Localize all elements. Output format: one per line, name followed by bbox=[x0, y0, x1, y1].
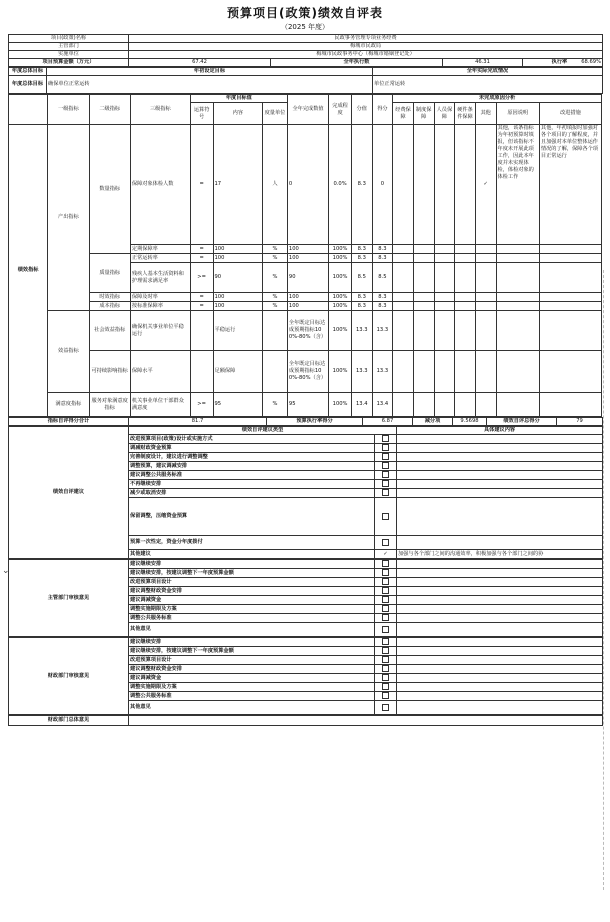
ind-2-score: 8.3 bbox=[351, 254, 372, 263]
info-table bbox=[8, 34, 603, 67]
ind-7-l3: 保障水平 bbox=[130, 351, 190, 393]
ind-7-rate: 100% bbox=[329, 351, 352, 393]
suggest-item: 调整预算，建议调减安排 bbox=[129, 462, 375, 471]
suggest-head-b: 具体建议内容 bbox=[397, 427, 603, 435]
ind-4-op: = bbox=[190, 293, 213, 302]
ind-7-u bbox=[263, 351, 288, 393]
ind-7-got: 13.3 bbox=[372, 351, 393, 393]
dept-item: 建议继续安排，按建议调整下一年度预算金额 bbox=[129, 569, 375, 578]
dept-item: 建议继续安排 bbox=[129, 560, 375, 569]
finance-checkbox[interactable] bbox=[382, 665, 389, 672]
ind-1-done: 100 bbox=[287, 245, 328, 254]
dept-item: 调整实施期限及方案 bbox=[129, 605, 375, 614]
finance-checkbox[interactable] bbox=[382, 656, 389, 663]
ind-6-got: 13.3 bbox=[372, 311, 393, 351]
ind-1-got: 8.3 bbox=[372, 245, 393, 254]
ind-8-op: >= bbox=[190, 393, 213, 417]
ind-8-l3: 机关事业单位干部群众满意度 bbox=[130, 393, 190, 417]
ind-4-v: 100 bbox=[213, 293, 263, 302]
suggest-checkbox[interactable] bbox=[382, 513, 389, 520]
ind-0-r4 bbox=[455, 125, 476, 245]
corner-blank bbox=[9, 95, 48, 125]
finance-item: 调整公共服务标准 bbox=[129, 692, 375, 701]
ind-5-l3: 按标准保障率 bbox=[130, 302, 190, 311]
ind-3-rate: 100% bbox=[329, 263, 352, 293]
col-r2: 制度保障 bbox=[413, 103, 434, 125]
l1-perf: 绩效指标 bbox=[9, 125, 48, 417]
col-l2: 二级指标 bbox=[89, 95, 130, 125]
finance-item: 建议调整财政资金安排 bbox=[129, 665, 375, 674]
ind-5-v: 100 bbox=[213, 302, 263, 311]
ind-0-r3 bbox=[434, 125, 455, 245]
ind-5-score: 8.3 bbox=[351, 302, 372, 311]
ind-6-done: 全年既定目标达成预期指标100%-80%（含） bbox=[287, 311, 328, 351]
suggest-checkbox[interactable] bbox=[382, 480, 389, 487]
ind-1-op: = bbox=[190, 245, 213, 254]
col-annual: 年度目标值 bbox=[190, 95, 287, 103]
form-title: 预算项目(政策)绩效自评表 bbox=[227, 6, 383, 20]
ind-1-rate: 100% bbox=[329, 245, 352, 254]
suggest-checkbox[interactable] bbox=[382, 453, 389, 460]
ind-0-rate: 0.0% bbox=[329, 125, 352, 245]
page-edge-guide bbox=[603, 270, 610, 890]
ind-6-u bbox=[263, 311, 288, 351]
col-content: 内容 bbox=[213, 103, 263, 125]
col-r4: 硬件条件保障 bbox=[455, 103, 476, 125]
suggest-checkbox[interactable] bbox=[382, 489, 389, 496]
ind-7-op bbox=[190, 351, 213, 393]
dept-table bbox=[8, 559, 603, 637]
ind-3-l3: 残疾人基本生活资料和护理需求满足率 bbox=[130, 263, 190, 293]
ind-3-v: 90 bbox=[213, 263, 263, 293]
ind-6-score: 13.3 bbox=[351, 311, 372, 351]
unit-label: 实施单位 bbox=[9, 51, 129, 59]
ind-4-got: 8.3 bbox=[372, 293, 393, 302]
dept-checkbox[interactable] bbox=[382, 587, 389, 594]
suggest-label: 绩效自评建议 bbox=[9, 427, 129, 559]
suggest-checkbox[interactable] bbox=[382, 462, 389, 469]
dept-value: 梅城市民政局 bbox=[129, 43, 603, 51]
col-r5: 其他 bbox=[475, 103, 496, 125]
col-l1: 一级指标 bbox=[48, 95, 89, 125]
suggest-item: 建议调整公共服务标准 bbox=[129, 471, 375, 480]
ind-8-score: 13.4 bbox=[351, 393, 372, 417]
suggest-table bbox=[8, 426, 603, 559]
finance-item: 建议继续安排，按建议调整下一年度预算金额 bbox=[129, 647, 375, 656]
budget-label: 项目预算金额（万元） bbox=[9, 59, 129, 67]
footer-table bbox=[8, 715, 603, 726]
suggest-item: 调减财政资金预算 bbox=[129, 444, 375, 453]
ind-1-score: 8.3 bbox=[351, 245, 372, 254]
ind-6-op bbox=[190, 311, 213, 351]
ind-0-op: = bbox=[190, 125, 213, 245]
finance-table bbox=[8, 637, 603, 715]
rate-cell bbox=[523, 59, 603, 67]
dept-item: 改进预算项目设计 bbox=[129, 578, 375, 587]
finance-item: 建议调减资金 bbox=[129, 674, 375, 683]
suggest-item: 改进预算项目(政策)设计或实施方式 bbox=[129, 435, 375, 444]
col-explain: 原因说明 bbox=[496, 103, 539, 125]
ind-4-done: 100 bbox=[287, 293, 328, 302]
footer-label: 财政部门总体意见 bbox=[9, 716, 129, 726]
finance-item: 建议继续安排 bbox=[129, 638, 375, 647]
col-l3: 三级指标 bbox=[130, 95, 190, 125]
rate-value: 68.69% bbox=[581, 59, 602, 65]
exec-label: 全年执行数 bbox=[271, 59, 443, 67]
budget-score: 6.87 bbox=[363, 418, 413, 426]
ind-3-u: % bbox=[263, 263, 288, 293]
ind-4-l2: 时效指标 bbox=[89, 293, 130, 302]
unit-value: 梅城市民政事务中心（梅城市婚姻登记处） bbox=[129, 51, 603, 59]
ind-3-op: >= bbox=[190, 263, 213, 293]
ind-0-v: 17 bbox=[213, 125, 263, 245]
l1-effect: 效益指标 bbox=[48, 311, 89, 393]
ind-5-u: % bbox=[263, 302, 288, 311]
suggest-item: 保留调整，压缩资金预算 bbox=[129, 498, 375, 536]
ind-8-rate: 100% bbox=[329, 393, 352, 417]
finance-item: 其他意见 bbox=[129, 701, 375, 715]
goals-table bbox=[8, 67, 603, 94]
dept-item: 建议调整财政资金安排 bbox=[129, 587, 375, 596]
ind-7-done: 全年既定目标达成预期指标100%-80%（含） bbox=[287, 351, 328, 393]
total-label: 绩效自评总得分 bbox=[487, 418, 557, 426]
ind-6-l2: 社会效益指标 bbox=[89, 311, 130, 351]
ind-3-got: 8.5 bbox=[372, 263, 393, 293]
ind-7-l2: 可持续影响指标 bbox=[89, 351, 130, 393]
finance-checkbox[interactable] bbox=[382, 683, 389, 690]
col-op: 运算符号 bbox=[190, 103, 213, 125]
ind-6-l3: 确保机关事业单位平稳运行 bbox=[130, 311, 190, 351]
summary-table bbox=[8, 417, 603, 426]
ind-2-u: % bbox=[263, 254, 288, 263]
suggest-item: 不再继续安排 bbox=[129, 480, 375, 489]
suggest-head-a: 绩效自评建议类型 bbox=[129, 427, 397, 435]
dept-label: 主管部门 bbox=[9, 43, 129, 51]
dept-item: 其他意见 bbox=[129, 623, 375, 637]
ind-3-score: 8.5 bbox=[351, 263, 372, 293]
goal-set-text: 确保单位正常运转 bbox=[47, 76, 373, 94]
ind-0-r2 bbox=[413, 125, 434, 245]
ind-0-done: 0 bbox=[287, 125, 328, 245]
budget-score-label: 预算执行率得分 bbox=[267, 418, 363, 426]
col-rate: 完成程度 bbox=[329, 95, 352, 125]
suggest-checkbox[interactable] bbox=[382, 471, 389, 478]
col-unit: 度量单位 bbox=[263, 103, 288, 125]
dept-item: 建议调减资金 bbox=[129, 596, 375, 605]
chevron-down-icon[interactable]: ⌄ bbox=[2, 566, 10, 576]
ind-4-u: % bbox=[263, 293, 288, 302]
dept-checkbox[interactable] bbox=[382, 560, 389, 567]
project-name-label: 项目(政策)名称 bbox=[9, 35, 129, 43]
col-improve: 改进措施 bbox=[539, 103, 601, 125]
suggest-item: 减少或取消安排 bbox=[129, 489, 375, 498]
ind-2-l2: 质量指标 bbox=[89, 254, 130, 293]
goal-actual-text: 单位正常运转 bbox=[373, 76, 603, 94]
self-score: 81.7 bbox=[129, 418, 267, 426]
rate-label: 执行率 bbox=[551, 59, 568, 65]
goal-set-label: 年初设定目标 bbox=[47, 68, 373, 76]
goal-row-label: 年度总体目标 bbox=[9, 76, 47, 94]
l1-output: 产出指标 bbox=[48, 125, 89, 311]
goal-overall-label: 年度总体目标 bbox=[9, 68, 47, 76]
ind-1-u: % bbox=[263, 245, 288, 254]
footer-value[interactable] bbox=[129, 716, 603, 726]
total-value: 79 bbox=[557, 418, 603, 426]
ind-2-rate: 100% bbox=[329, 254, 352, 263]
ind-5-rate: 100% bbox=[329, 302, 352, 311]
ind-5-got: 8.3 bbox=[372, 302, 393, 311]
finance-checkbox[interactable] bbox=[382, 647, 389, 654]
finance-checkbox[interactable] bbox=[382, 704, 389, 711]
dept-checkbox[interactable] bbox=[382, 596, 389, 603]
form-subtitle: （2025 年度） bbox=[280, 23, 330, 31]
ind-4-rate: 100% bbox=[329, 293, 352, 302]
ind-8-done: 95 bbox=[287, 393, 328, 417]
exec-value: 46.31 bbox=[443, 59, 523, 67]
ind-0-score: 8.3 bbox=[351, 125, 372, 245]
self-score-label: 指标自评得分合计 bbox=[9, 418, 129, 426]
deduct-label: 减分项 bbox=[413, 418, 453, 426]
dept-checkbox[interactable] bbox=[382, 605, 389, 612]
finance-item: 调整实施期限及方案 bbox=[129, 683, 375, 692]
ind-2-l3: 正常运转率 bbox=[130, 254, 190, 263]
dept-opinion-label: 主管部门审核意见 bbox=[9, 560, 129, 637]
ind-8-v: 95 bbox=[213, 393, 263, 417]
ind-0-improve: 其他，年初填报时加强对各个项目的了解程度，并且加强对本单位整体运作情况的了解，保障各个项目正常运行 bbox=[539, 125, 601, 245]
suggest-checkbox[interactable] bbox=[382, 539, 389, 546]
dept-checkbox[interactable] bbox=[382, 569, 389, 576]
col-r1: 经费保障 bbox=[393, 103, 414, 125]
ind-1-l3: 定期保障率 bbox=[130, 245, 190, 254]
suggest-checkbox[interactable] bbox=[382, 435, 389, 442]
finance-checkbox[interactable] bbox=[382, 692, 389, 699]
indicator-table bbox=[8, 94, 602, 417]
col-done: 全年完成数值 bbox=[287, 95, 328, 125]
ind-8-got: 13.4 bbox=[372, 393, 393, 417]
col-score: 分值 bbox=[351, 95, 372, 125]
ind-1-v: 100 bbox=[213, 245, 263, 254]
col-got: 得分 bbox=[372, 95, 393, 125]
ind-8-l2: 服务对象满意度指标 bbox=[89, 393, 130, 417]
ind-5-done: 100 bbox=[287, 302, 328, 311]
col-r3: 人员保障 bbox=[434, 103, 455, 125]
ind-0-u: 人 bbox=[263, 125, 288, 245]
finance-opinion-label: 财政部门审核意见 bbox=[9, 638, 129, 715]
finance-item: 改进预算项目设计 bbox=[129, 656, 375, 665]
ind-6-v: 平稳运行 bbox=[213, 311, 263, 351]
dept-checkbox[interactable] bbox=[382, 614, 389, 621]
suggest-item: 其他建议 bbox=[129, 550, 375, 559]
ind-4-score: 8.3 bbox=[351, 293, 372, 302]
ind-2-done: 100 bbox=[287, 254, 328, 263]
ind-0-r1 bbox=[393, 125, 414, 245]
l1-sat: 满意度指标 bbox=[48, 393, 89, 417]
suggest-check-mark[interactable]: ✓ bbox=[375, 550, 397, 559]
suggest-other-text: 加强与各个部门之间的沟通效率，积极加强与各个部门之间的协 bbox=[397, 550, 603, 559]
finance-checkbox[interactable] bbox=[382, 638, 389, 645]
ind-0-explain: 其他，该条指标为年初预算时填报，但该指标不年度未开展此项工作，因此本年度并未实现体检，体检对象的体检工作 bbox=[496, 125, 539, 245]
finance-checkbox[interactable] bbox=[382, 674, 389, 681]
ind-7-score: 13.3 bbox=[351, 351, 372, 393]
ind-3-done: 90 bbox=[287, 263, 328, 293]
ind-0-got: 0 bbox=[372, 125, 393, 245]
ind-2-v: 100 bbox=[213, 254, 263, 263]
ind-2-op: = bbox=[190, 254, 213, 263]
ind-0-l3: 保障对象体检人数 bbox=[130, 125, 190, 245]
dept-checkbox[interactable] bbox=[382, 626, 389, 633]
ind-5-op: = bbox=[190, 302, 213, 311]
deduct-value: 9.5698 bbox=[453, 418, 487, 426]
dept-checkbox[interactable] bbox=[382, 578, 389, 585]
budget-value: 67.42 bbox=[129, 59, 271, 67]
ind-0-other: ✓ bbox=[475, 125, 496, 245]
evaluation-form bbox=[8, 4, 602, 726]
goal-actual-label: 全年实际完成情况 bbox=[373, 68, 603, 76]
ind-0-l2: 数量指标 bbox=[89, 125, 130, 254]
project-name: 民政事务管理专项业务经费 bbox=[129, 35, 603, 43]
ind-7-v: 足额保障 bbox=[213, 351, 263, 393]
ind-8-u: % bbox=[263, 393, 288, 417]
ind-2-got: 8.3 bbox=[372, 254, 393, 263]
col-reason: 未完成原因分析 bbox=[393, 95, 602, 103]
suggest-checkbox[interactable] bbox=[382, 444, 389, 451]
ind-4-l3: 保障及时率 bbox=[130, 293, 190, 302]
dept-item: 调整公共服务标准 bbox=[129, 614, 375, 623]
suggest-item: 完善制度设计，建议进行调整调整 bbox=[129, 453, 375, 462]
ind-6-rate: 100% bbox=[329, 311, 352, 351]
ind-5-l2: 成本指标 bbox=[89, 302, 130, 311]
suggest-item: 预算一次性定，资金分年度拨付 bbox=[129, 536, 375, 550]
